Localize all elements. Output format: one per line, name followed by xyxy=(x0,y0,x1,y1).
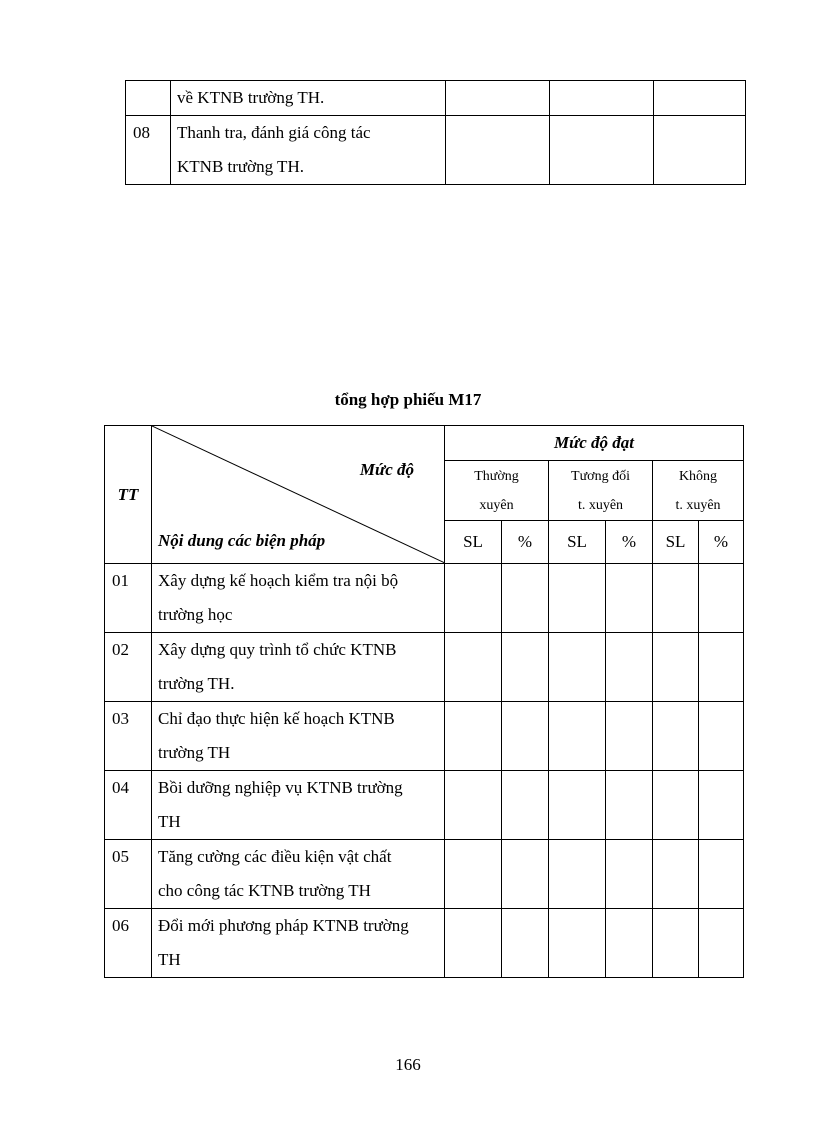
row-index: 04 xyxy=(105,771,152,840)
diagonal-header xyxy=(152,426,445,564)
sl-header: SL xyxy=(549,521,606,564)
pct-header: % xyxy=(502,521,549,564)
row-content: Chỉ đạo thực hiện kế hoạch KTNB trường TH xyxy=(152,702,445,771)
diag-bottom-label: Nội dung các biện pháp xyxy=(158,531,326,550)
sl-header: SL xyxy=(445,521,502,564)
row-index: 03 xyxy=(105,702,152,771)
survey-table xyxy=(104,425,744,978)
row-content: Xây dựng kế hoạch kiểm tra nội bộ trường học xyxy=(152,564,445,633)
tt-header: TT xyxy=(105,426,152,564)
table-row xyxy=(126,81,746,116)
table-row xyxy=(105,840,744,909)
pct-header: % xyxy=(606,521,653,564)
row-content: Bồi dưỡng nghiệp vụ KTNB trường TH xyxy=(152,771,445,840)
level-header: Không t. xuyên xyxy=(653,461,744,521)
row-index: 06 xyxy=(105,909,152,978)
header-row xyxy=(105,426,744,461)
table-row xyxy=(126,116,746,185)
table-row xyxy=(105,909,744,978)
table-row xyxy=(105,771,744,840)
table-row xyxy=(105,633,744,702)
row-content xyxy=(171,116,446,185)
table-row xyxy=(105,702,744,771)
row-content: Đổi mới phương pháp KTNB trường TH xyxy=(152,909,445,978)
sl-header: SL xyxy=(653,521,699,564)
group-header: Mức độ đạt xyxy=(445,426,744,461)
level-header: Thường xuyên xyxy=(445,461,549,521)
row-content: Xây dựng quy trình tổ chức KTNB trường TH. xyxy=(152,633,445,702)
table-row xyxy=(105,564,744,633)
page-number: 166 xyxy=(395,1055,421,1074)
row-line: về KTNB trường TH. xyxy=(177,88,325,107)
row-index: 05 xyxy=(105,840,152,909)
row-content: Tăng cường các điều kiện vật chất cho công tác KTNB trường TH xyxy=(152,840,445,909)
row-line: KTNB trường TH. xyxy=(177,157,304,176)
pct-header: % xyxy=(699,521,744,564)
diag-top-label: Mức độ xyxy=(359,460,414,479)
level-header: Tương đối t. xuyên xyxy=(549,461,653,521)
row-index xyxy=(126,81,171,116)
top-table xyxy=(125,80,746,185)
row-index: 08 xyxy=(126,116,171,185)
row-content xyxy=(171,81,446,116)
row-line: Thanh tra, đánh giá công tác xyxy=(177,123,371,142)
table-title: tổng hợp phiếu M17 xyxy=(334,390,482,409)
row-index: 02 xyxy=(105,633,152,702)
row-index: 01 xyxy=(105,564,152,633)
